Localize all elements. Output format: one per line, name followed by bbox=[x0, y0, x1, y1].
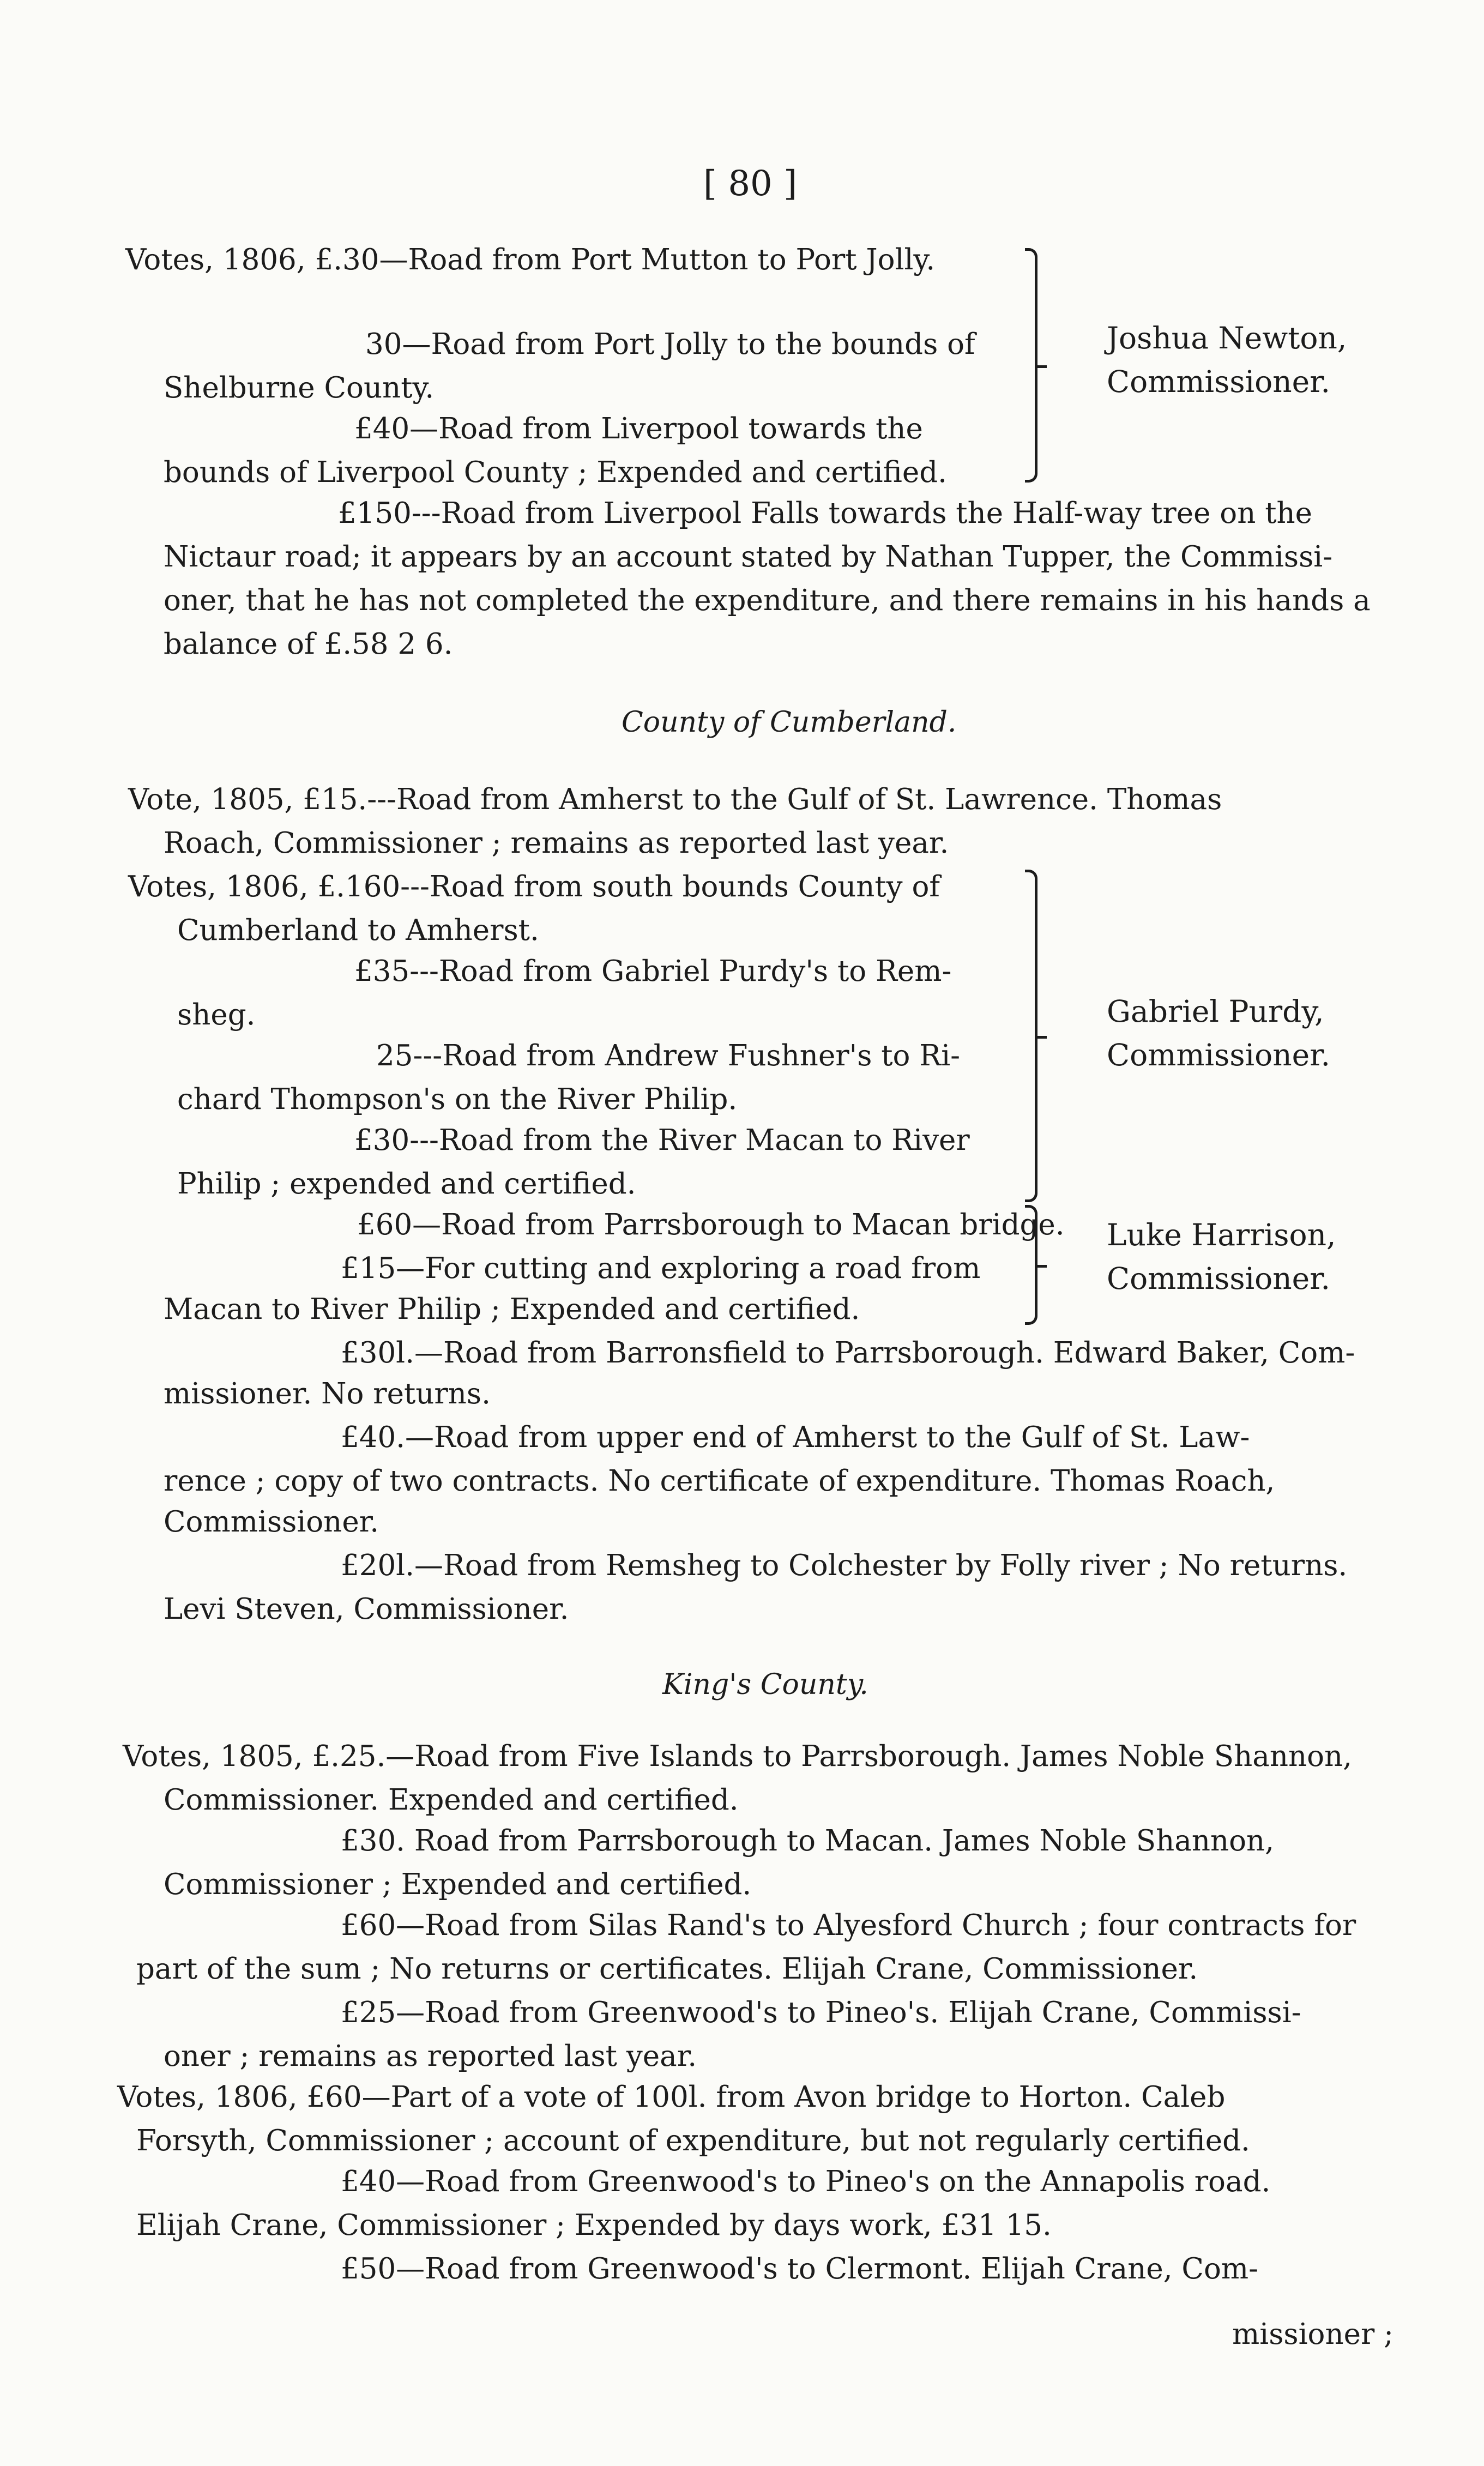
text-line: missioner. No returns. bbox=[164, 1377, 491, 1410]
commissioner-name: Luke Harrison, bbox=[1107, 1217, 1336, 1252]
text-line: Vote, 1805, £15.---Road from Amherst to the Gulf of St. Lawrence. Thomas bbox=[128, 783, 1222, 816]
text-line: £50—Road from Greenwood's to Clermont. Elijah Crane, Com- bbox=[341, 2252, 1259, 2286]
curly-brace bbox=[1025, 1205, 1037, 1325]
text-line: balance of £.58 2 6. bbox=[164, 628, 453, 661]
commissioner-title: Commissioner. bbox=[1107, 1038, 1330, 1072]
text-line: Commissioner. Expended and certified. bbox=[164, 1783, 739, 1817]
text-line: bounds of Liverpool County ; Expended and certified. bbox=[164, 456, 948, 489]
text-line: Commissioner ; Expended and certified. bbox=[164, 1868, 752, 1901]
text-line: Roach, Commissioner ; remains as reported last year. bbox=[164, 827, 949, 860]
text-line: £60—Road from Parrsborough to Macan bridge. bbox=[357, 1208, 1065, 1241]
commissioner-title: Commissioner. bbox=[1107, 364, 1330, 399]
text-line: Commissioner. bbox=[164, 1505, 379, 1539]
text-line: £15—For cutting and exploring a road from bbox=[341, 1252, 981, 1285]
text-line: part of the sum ; No returns or certificates. Elijah Crane, Commissioner. bbox=[136, 1952, 1198, 1986]
text-line: £40—Road from Liverpool towards the bbox=[354, 412, 923, 445]
commissioner-name: Gabriel Purdy, bbox=[1107, 994, 1324, 1029]
text-line: Nictaur road; it appears by an account stated by Nathan Tupper, the Commissi- bbox=[164, 540, 1333, 574]
section-heading: King's County. bbox=[662, 1668, 868, 1701]
text-line: £150---Road from Liverpool Falls towards the Half-way tree on the bbox=[338, 497, 1312, 530]
curly-brace bbox=[1025, 870, 1037, 1202]
text-line: Forsyth, Commissioner ; account of expenditure, but not regularly certified. bbox=[136, 2124, 1250, 2157]
text-line: £30l.—Road from Barronsfield to Parrsborough. Edward Baker, Com- bbox=[341, 1336, 1355, 1370]
text-line: £35---Road from Gabriel Purdy's to Rem- bbox=[354, 955, 952, 988]
commissioner-title: Commissioner. bbox=[1107, 1261, 1330, 1296]
text-line: £25—Road from Greenwood's to Pineo's. Elijah Crane, Commissi- bbox=[341, 1996, 1301, 2029]
text-line: £40.—Road from upper end of Amherst to the Gulf of St. Law- bbox=[341, 1421, 1250, 1454]
text-line: oner, that he has not completed the expenditure, and there remains in his hands a bbox=[164, 584, 1371, 617]
text-line: Shelburne County. bbox=[164, 371, 435, 405]
text-line: Elijah Crane, Commissioner ; Expended by days work, £31 15. bbox=[136, 2209, 1052, 2242]
text-line: oner ; remains as reported last year. bbox=[164, 2040, 697, 2073]
text-line: rence ; copy of two contracts. No certificate of expenditure. Thomas Roach, bbox=[164, 1464, 1275, 1498]
commissioner-name: Joshua Newton, bbox=[1107, 321, 1347, 355]
text-line: sheg. bbox=[177, 998, 256, 1032]
text-line: Votes, 1806, £60—Part of a vote of 100l. from Avon bridge to Horton. Caleb bbox=[117, 2081, 1226, 2114]
text-line: 25---Road from Andrew Fushner's to Ri- bbox=[376, 1039, 961, 1072]
text-line: missioner ; bbox=[1232, 2318, 1394, 2351]
text-line: £20l.—Road from Remsheg to Colchester by Folly river ; No returns. bbox=[341, 1549, 1348, 1582]
text-line: £30. Road from Parrsborough to Macan. James Noble Shannon, bbox=[341, 1824, 1274, 1858]
text-line: £40—Road from Greenwood's to Pineo's on the Annapolis road. bbox=[341, 2165, 1271, 2198]
text-line: Votes, 1805, £.25.—Road from Five Islands to Parrsborough. James Noble Shannon, bbox=[123, 1740, 1352, 1773]
text-line: £60—Road from Silas Rand's to Alyesford Church ; four contracts for bbox=[341, 1909, 1356, 1942]
text-line: Macan to River Philip ; Expended and certified. bbox=[164, 1293, 860, 1326]
text-line: 30—Road from Port Jolly to the bounds of bbox=[365, 328, 975, 361]
section-heading: County of Cumberland. bbox=[622, 706, 957, 739]
curly-brace bbox=[1025, 248, 1037, 483]
page-number: [ 80 ] bbox=[703, 164, 798, 204]
text-line: chard Thompson's on the River Philip. bbox=[177, 1083, 738, 1116]
text-line: £30---Road from the River Macan to River bbox=[354, 1124, 970, 1157]
text-line: Votes, 1806, £.30—Road from Port Mutton to Port Jolly. bbox=[125, 243, 936, 276]
text-line: Levi Steven, Commissioner. bbox=[164, 1593, 569, 1626]
text-line: Votes, 1806, £.160---Road from south bounds County of bbox=[128, 870, 940, 903]
text-line: Philip ; expended and certified. bbox=[177, 1167, 636, 1201]
text-line: Cumberland to Amherst. bbox=[177, 914, 539, 947]
